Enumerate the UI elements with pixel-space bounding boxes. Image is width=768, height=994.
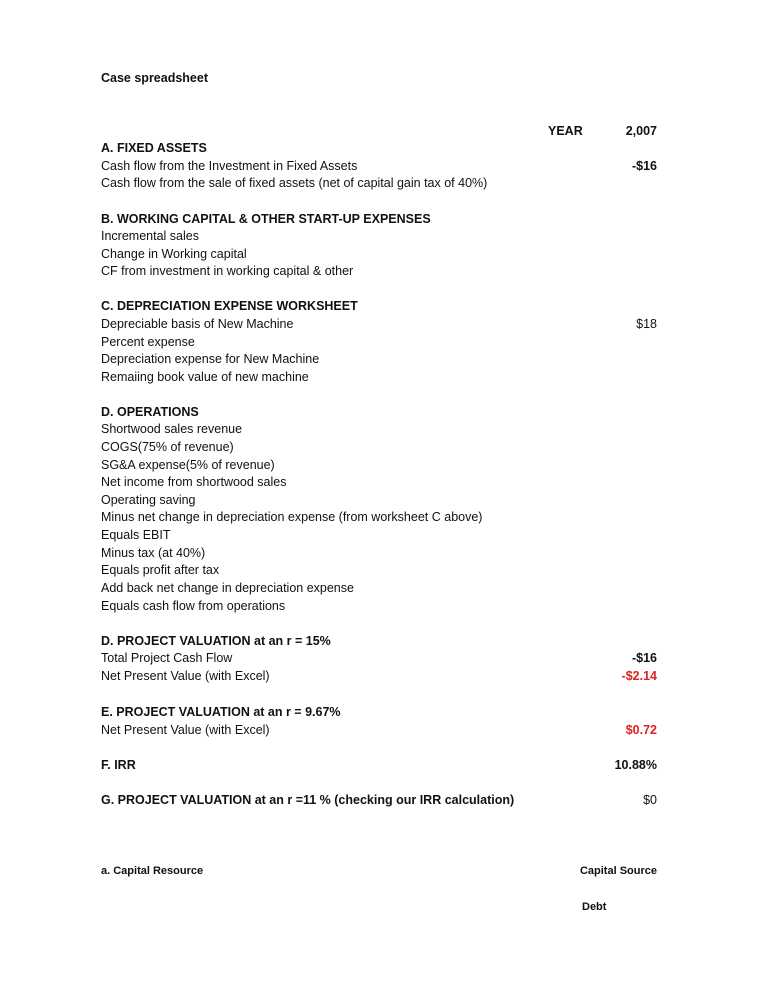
capital-source-label: Capital Source <box>579 865 657 877</box>
row-label: Incremental sales <box>101 229 199 243</box>
row-label: Depreciable basis of New Machine <box>101 317 294 331</box>
section-heading-working-capital: B. WORKING CAPITAL & OTHER START-UP EXPENSES <box>101 212 431 226</box>
debt-label: Debt <box>582 901 607 913</box>
row-value: -$16 <box>631 159 657 173</box>
page-title: Case spreadsheet <box>101 71 209 85</box>
section-heading-valuation-15: D. PROJECT VALUATION at an r = 15% <box>101 634 331 648</box>
row-label: Add back net change in depreciation expense <box>101 581 354 595</box>
npv-value-positive: $0.72 <box>625 723 657 737</box>
row-label: Minus tax (at 40%) <box>101 546 206 560</box>
row-label: Equals cash flow from operations <box>101 599 286 613</box>
row-label: Operating saving <box>101 493 196 507</box>
row-label: Depreciation expense for New Machine <box>101 352 320 366</box>
row-label: Cash flow from the sale of fixed assets (net of capital gain tax of 40%) <box>101 176 488 190</box>
section-heading-fixed-assets: A. FIXED ASSETS <box>101 141 207 155</box>
section-heading-irr: F. IRR <box>101 758 136 772</box>
row-label: Cash flow from the Investment in Fixed Assets <box>101 159 358 173</box>
capital-resource-label: a. Capital Resource <box>101 865 204 877</box>
row-label: Net income from shortwood sales <box>101 475 287 489</box>
year-label: YEAR <box>548 124 583 138</box>
section-heading-depreciation: C. DEPRECIATION EXPENSE WORKSHEET <box>101 299 358 313</box>
row-label: COGS(75% of revenue) <box>101 440 234 454</box>
row-value: -$16 <box>631 651 657 665</box>
row-label: Net Present Value (with Excel) <box>101 723 270 737</box>
row-label: CF from investment in working capital & other <box>101 264 354 278</box>
valuation-11-value: $0 <box>643 793 657 807</box>
row-label: Total Project Cash Flow <box>101 651 233 665</box>
section-heading-operations: D. OPERATIONS <box>101 405 199 419</box>
row-label: Shortwood sales revenue <box>101 422 243 436</box>
year-value: 2,007 <box>625 124 657 138</box>
row-label: Minus net change in depreciation expense (from worksheet C above) <box>101 510 483 524</box>
row-label: Change in Working capital <box>101 247 247 261</box>
npv-value-negative: -$2.14 <box>621 669 657 683</box>
row-label: Net Present Value (with Excel) <box>101 669 270 683</box>
row-value: $18 <box>636 317 657 331</box>
section-heading-valuation-11: G. PROJECT VALUATION at an r =11 % (checking our IRR calculation) <box>101 793 515 807</box>
irr-value: 10.88% <box>614 758 657 772</box>
row-label: Percent expense <box>101 335 195 349</box>
row-label: Equals profit after tax <box>101 563 220 577</box>
row-label: Equals EBIT <box>101 528 171 542</box>
section-heading-valuation-967: E. PROJECT VALUATION at an r = 9.67% <box>101 705 341 719</box>
row-label: SG&A expense(5% of revenue) <box>101 458 275 472</box>
row-label: Remaiing book value of new machine <box>101 370 309 384</box>
